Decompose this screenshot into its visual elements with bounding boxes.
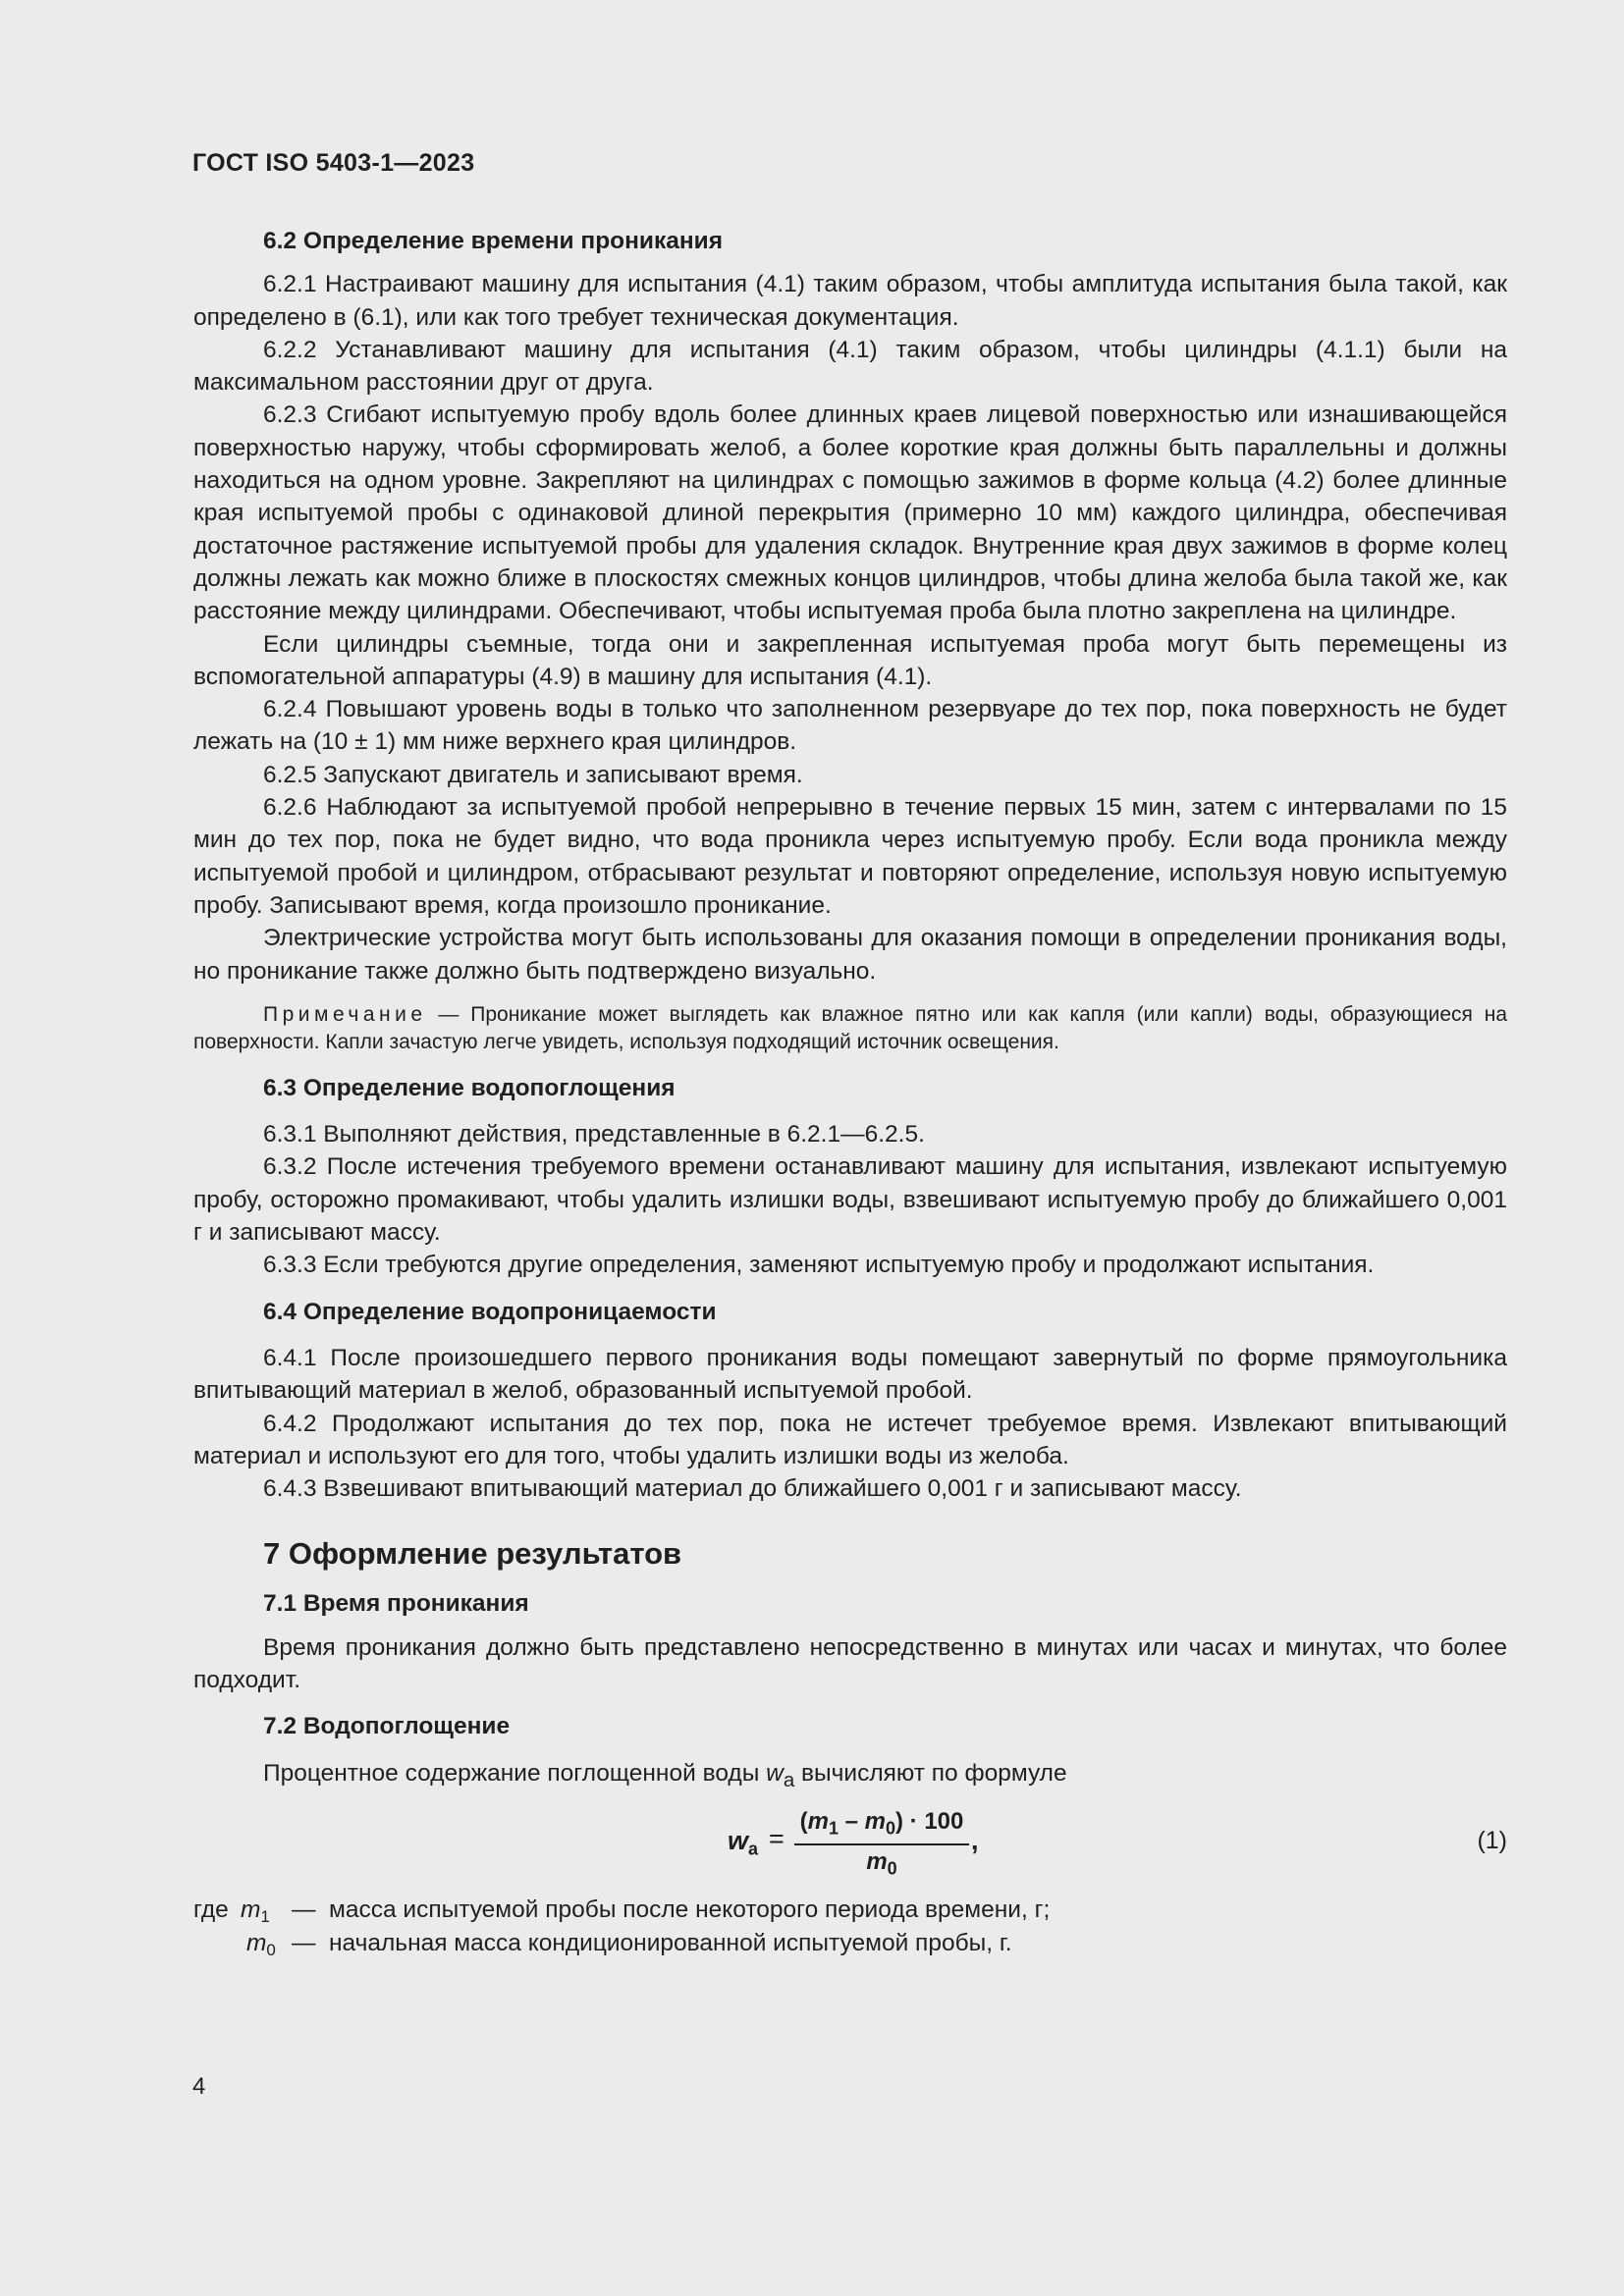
paragraph-7-2 [193,1757,1507,1797]
section-heading-7-2: 7.2 Водопоглощение [263,1713,511,1740]
where-dash: — [292,1896,316,1923]
paragraph-6-4-1: 6.4.1 После произошедшего первого проникания воды помещают завернутый по форме прямоугольника впитывающий материал в желоб, образованный испытуемой пробой. [193,1344,1507,1405]
paragraph-6-2-6-cont: Электрические устройства могут быть использованы для оказания помощи в определении проникания воды, но проникание также должно быть подтверждено визуально. [193,925,1507,985]
paragraph-6-2-5: 6.2.5 Запускают двигатель и записывают время. [263,761,803,788]
formula-1 [193,1807,1507,1884]
paragraph-6-3-1: 6.3.1 Выполняют действия, представленные в 6.2.1—6.2.5. [263,1121,925,1148]
where-dash: — [292,1930,316,1956]
paragraph-6-2-2: 6.2.2 Устанавливают машину для испытания (4.1) таким образом, чтобы цилиндры (4.1.1) были на максимальном расстоянии друг от друга. [193,336,1507,397]
paragraph-7-1: Время проникания должно быть представлено непосредственно в минутах или часах и минутах, что более подходит. [193,1633,1507,1693]
document-header: ГОСТ ISO 5403-1—2023 [192,149,475,177]
paragraph-6-2-6: 6.2.6 Наблюдают за испытуемой пробой непрерывно в течение первых 15 мин, затем с интервалами по 15 мин до тех пор, пока не будет видно, что вода проникла через испытуемую пробу. Если вода проникла между испытуемой пробой и цилиндром, отбрасывают результат и повторяют определение, используя новую испытуемую пробу. Записывают время, когда произошло проникание. [193,794,1507,919]
section-heading-6-2: 6.2 Определение времени проникания [263,228,724,254]
paragraph-6-3-2: 6.3.2 После истечения требуемого времени останавливают машину для испытания, извлекают испытуемую пробу, осторожно промакивают, чтобы удалить излишки воды, взвешивают испытуемую пробу до ближайшего 0,001 г и записывают массу. [193,1153,1507,1247]
formula-denominator: $m_0$ [866,1848,897,1879]
formula-equals: = [769,1824,785,1853]
where-var-m1: $m_1$ [241,1896,270,1927]
where-desc-m0: начальная масса кондиционированной испытуемой пробы, г. [329,1930,1012,1956]
formula-lhs: $w_a$ [728,1826,759,1859]
where-row-m0 [193,1927,1507,1960]
paragraph-6-2-3-cont: Если цилиндры съемные, тогда они и закрепленная испытуемая проба могут быть перемещены из вспомогательной аппаратуры (4.9) в машину для испытания (4.1). [193,630,1507,690]
where-label: где [193,1896,229,1923]
section-heading-6-3: 6.3 Определение водопоглощения [263,1074,676,1101]
section-heading-7: 7 Оформление результатов [263,1536,682,1572]
paragraph-7-2-var-sub: a [783,1769,795,1791]
where-desc-m1: масса испытуемой пробы после некоторого периода времени, г; [329,1896,1051,1923]
note-label: Примечание [263,1002,427,1026]
paragraph-6-4-2: 6.4.2 Продолжают испытания до тех пор, пока не истечет требуемое время. Извлекают впитывающий материал и используют его для того, чтобы удалить излишки воды из желоба. [193,1410,1507,1469]
paragraph-7-2-var: w [766,1759,784,1787]
paragraph-6-3-3: 6.3.3 Если требуются другие определения, заменяют испытуемую пробу и продолжают испытания. [263,1252,1375,1279]
paragraph-6-2-1: 6.2.1 Настраивают машину для испытания (4.1) таким образом, чтобы амплитуда испытания была такой, как определено в (6.1), или как того требует техническая документация. [193,271,1507,331]
document-body [193,225,1507,1960]
section-heading-7-1: 7.1 Время проникания [263,1590,529,1618]
formula-numerator: $(m_1 - m_0) \cdot 100$ [799,1808,964,1839]
paragraph-6-4-3: 6.4.3 Взвешивают впитывающий материал до ближайшего 0,001 г и записывают массу. [263,1475,1242,1503]
formula-number: (1) [1477,1827,1507,1854]
note [193,1001,1507,1056]
where-row-m1 [193,1894,1507,1927]
note-text: — Проникание может выглядеть как влажное пятно или как капля (или капли) воды, образующиеся на поверхности. Капли зачастую легче увидеть, используя подходящий источник освещения. [193,1002,1507,1053]
page-number: 4 [192,2073,206,2100]
paragraph-6-2-4: 6.2.4 Повышают уровень воды в только что заполненном резервуаре до тех пор, пока поверхность не будет лежать на (10 ± 1) мм ниже верхнего края цилиндров. [193,696,1507,756]
paragraph-7-2-post: вычисляют по формуле [794,1759,1067,1787]
paragraph-7-2-pre: Процентное содержание поглощенной воды [263,1759,767,1787]
where-var-m0: $m_0$ [246,1930,276,1960]
section-heading-6-4: 6.4 Определение водопроницаемости [263,1298,717,1325]
paragraph-6-2-3: 6.2.3 Сгибают испытуемую пробу вдоль более длинных краев лицевой поверхностью или изнашивающейся поверхностью наружу, чтобы сформировать желоб, а более короткие края должны быть параллельны и должны находиться на одном уровне. Закрепляют на цилиндрах с помощью зажимов в форме кольца (4.2) более длинные края испытуемой пробы с одинаковой длиной перекрытия (примерно 10 мм) каждого цилиндра, обеспечивая достаточное растяжение испытуемой пробы для удаления складок. Внутренние края двух зажимов в форме колец должны лежать как можно ближе в плоскостях смежных концов цилиндров, чтобы длина желоба была такой же, как расстояние между цилиндрами. Обеспечивают, чтобы испытуемая проба была плотно закреплена на цилиндре. [193,401,1507,625]
formula-fraction-bar [794,1843,969,1845]
formula-fraction [794,1807,969,1884]
formula-comma: , [971,1826,979,1855]
